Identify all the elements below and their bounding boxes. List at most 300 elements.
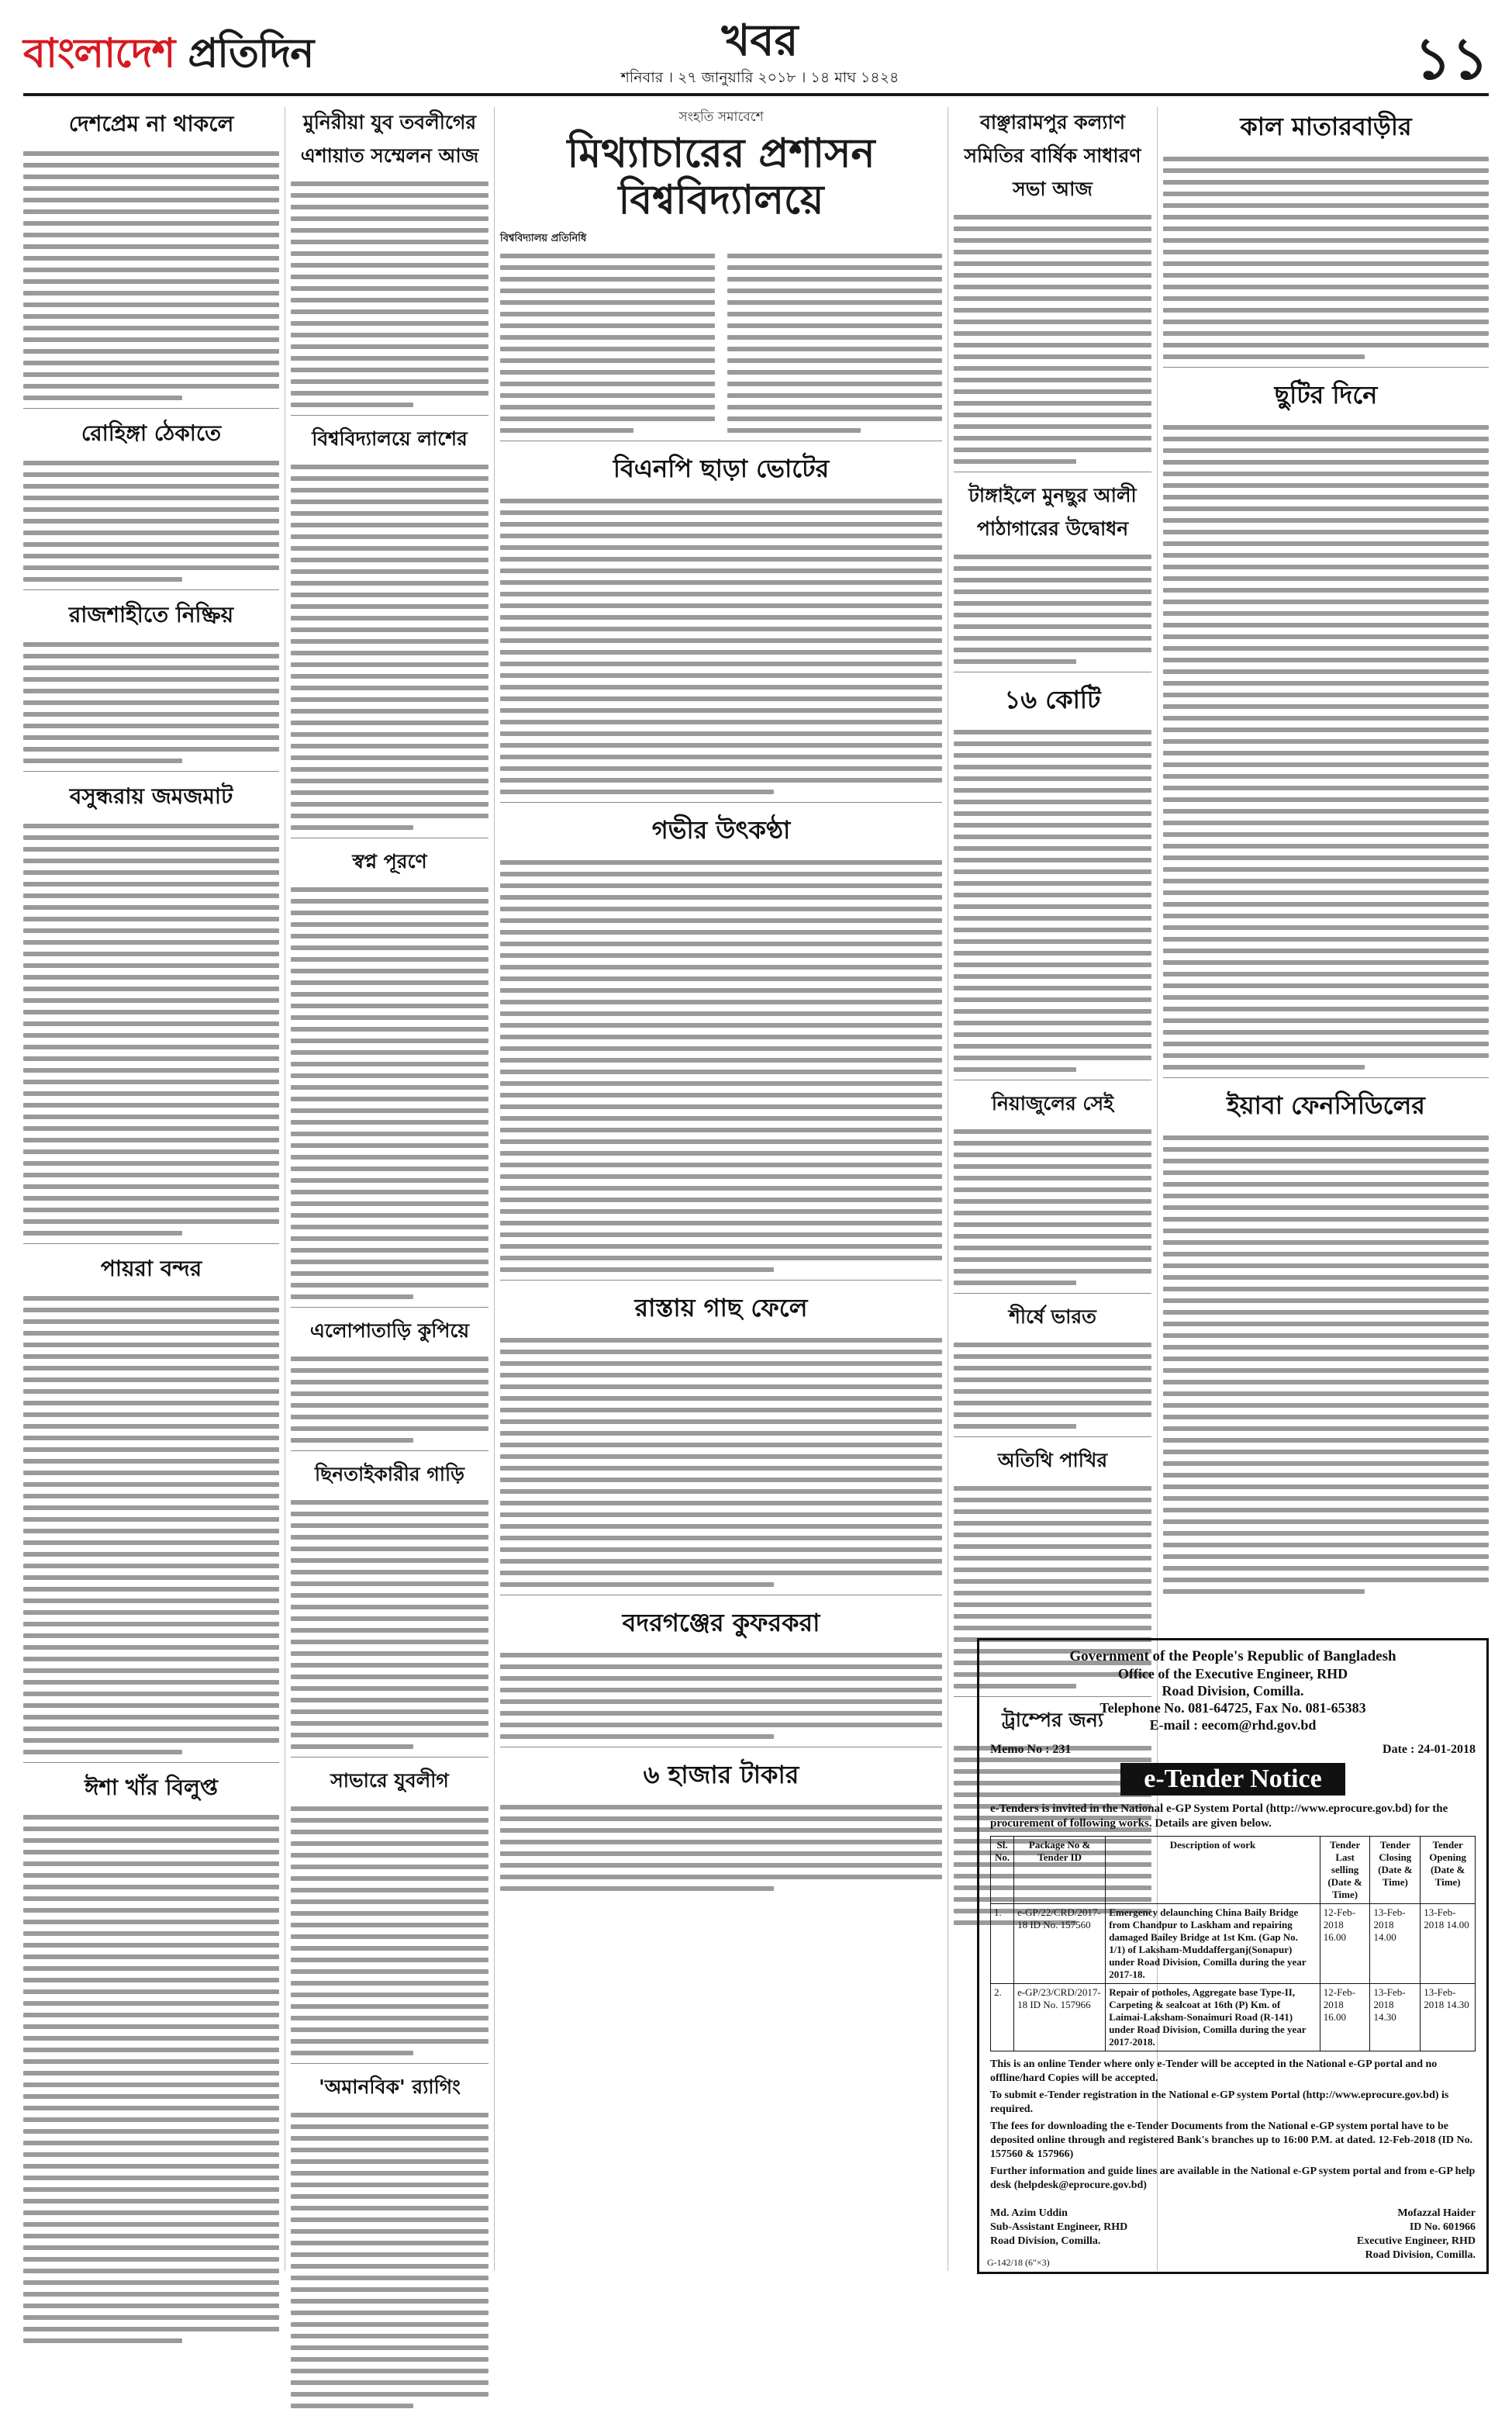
text-line (500, 592, 942, 596)
text-line (23, 2315, 279, 2320)
article-body (500, 857, 942, 1272)
news-article (500, 1603, 942, 1739)
text-line (23, 665, 279, 670)
text-line (23, 1540, 279, 1545)
text-line (23, 940, 279, 945)
text-line (954, 1067, 1076, 1072)
text-line (500, 1851, 942, 1856)
text-line (291, 581, 488, 586)
text-line (1163, 425, 1489, 430)
news-article (1163, 107, 1489, 359)
text-line (500, 1454, 942, 1459)
text-line (500, 942, 942, 946)
text-line (23, 2071, 279, 2076)
text-line (291, 1225, 488, 1229)
text-line (1163, 634, 1489, 639)
text-line (500, 1443, 942, 1447)
text-line (500, 1886, 774, 1891)
text-line (23, 326, 279, 330)
text-line (23, 1885, 279, 1889)
text-line (1163, 483, 1489, 488)
text-line (500, 662, 942, 666)
text-line (954, 613, 1151, 617)
text-line (954, 1602, 1151, 1607)
text-line (1163, 1415, 1489, 1419)
text-line (1163, 983, 1489, 988)
text-line (954, 881, 1151, 886)
text-line (291, 1426, 488, 1431)
text-line (291, 2241, 488, 2245)
text-line (23, 1056, 279, 1061)
text-line (954, 1021, 1151, 1025)
text-line (1163, 646, 1489, 651)
text-line (23, 1010, 279, 1014)
text-line (23, 747, 279, 752)
text-line (954, 788, 1151, 793)
text-line (23, 1529, 279, 1533)
text-line (1163, 1263, 1489, 1268)
text-line (23, 2164, 279, 2169)
news-article (23, 416, 279, 582)
tender-note: The fees for downloading the e-Tender Documents from the National e-GP system portal have to be deposited online through and registered Bank's branches up to 16:00 P.M. at dated. 12-Feb-2018 (ID No. 157560 & 157966) (990, 2120, 1473, 2160)
table-header: Description of work (1106, 1837, 1320, 1904)
text-line (954, 1056, 1151, 1060)
text-line (500, 1711, 942, 1716)
text-line (23, 1126, 279, 1131)
text-line (291, 1558, 488, 1563)
text-line (23, 2210, 279, 2215)
text-line (23, 1552, 279, 1557)
text-line (291, 1039, 488, 1043)
text-line (291, 755, 488, 760)
text-line (954, 331, 1151, 336)
text-line (500, 1875, 942, 1879)
text-line (500, 1828, 942, 1833)
text-line (23, 1045, 279, 1049)
text-line (291, 403, 413, 407)
text-line (500, 1723, 942, 1727)
text-line (23, 233, 279, 237)
text-line (954, 928, 1151, 932)
text-line (500, 1489, 942, 1494)
text-line (291, 1085, 488, 1090)
text-line (1163, 1485, 1489, 1489)
article-headline: দেশপ্রেম না থাকলে (68, 111, 234, 137)
text-line (23, 163, 279, 168)
text-line (1163, 1426, 1489, 1431)
text-line (500, 1408, 942, 1412)
text-line (23, 1680, 279, 1685)
text-line (500, 1559, 942, 1564)
text-line (1163, 541, 1489, 546)
text-line (500, 731, 942, 736)
text-line (291, 604, 488, 609)
text-line (291, 2299, 488, 2304)
text-line (500, 720, 942, 724)
text-line (500, 499, 942, 503)
text-line (727, 300, 942, 305)
text-line (23, 1564, 279, 1568)
text-line (954, 974, 1151, 979)
text-line (727, 393, 942, 398)
text-line (23, 859, 279, 863)
text-line (1163, 553, 1489, 558)
text-line (1163, 261, 1489, 266)
text-line (291, 767, 488, 772)
text-line (1163, 354, 1365, 359)
text-line (291, 593, 488, 597)
text-line (291, 814, 488, 818)
text-line (291, 1143, 488, 1148)
text-line (291, 1294, 413, 1299)
text-line (23, 337, 279, 342)
text-line (23, 1610, 279, 1615)
text-line (500, 638, 942, 643)
text-line (291, 1605, 488, 1609)
text-line (23, 963, 279, 968)
news-article (291, 1315, 488, 1443)
lead-kicker: সংহতি সমাবেশে (678, 109, 764, 125)
text-line (291, 2322, 488, 2327)
text-line (23, 1494, 279, 1498)
text-line (954, 963, 1151, 967)
text-line (954, 986, 1151, 990)
text-line (23, 1482, 279, 1487)
text-line (954, 1257, 1151, 1262)
article-headline: ইয়াবা ফেনসিডিলের (1227, 1090, 1425, 1120)
text-line (291, 356, 488, 361)
text-line (23, 2304, 279, 2308)
article-body (23, 1293, 279, 1754)
text-line (23, 1231, 182, 1236)
text-line (954, 566, 1151, 571)
text-line (500, 1384, 942, 1389)
text-line (1163, 331, 1489, 336)
text-line (954, 1199, 1151, 1204)
text-line (1163, 296, 1489, 301)
news-article (291, 1765, 488, 2055)
text-line (1163, 1531, 1489, 1536)
text-line (954, 916, 1151, 921)
text-line (291, 2039, 488, 2044)
text-line (23, 198, 279, 202)
article-headline: বসুন্ধরায় জমজমাট (69, 783, 233, 809)
text-line (23, 1080, 279, 1084)
text-line (23, 928, 279, 933)
text-line (23, 2141, 279, 2145)
text-line (23, 2338, 182, 2343)
table-row (991, 1984, 1476, 2051)
article-headline: পায়রা বন্দর (100, 1256, 202, 1281)
news-article (954, 680, 1151, 1072)
text-line (291, 569, 488, 574)
logo-black-text: প্রতিদিন (174, 30, 314, 77)
article-body (23, 458, 279, 582)
text-line (1163, 308, 1489, 313)
text-line (500, 1396, 942, 1401)
text-line (291, 1709, 488, 1714)
text-line (291, 1097, 488, 1101)
text-line (23, 1296, 279, 1301)
text-line (23, 1850, 279, 1854)
text-line (954, 659, 1076, 664)
text-line (954, 811, 1151, 816)
text-line (500, 522, 942, 527)
text-line (23, 209, 279, 214)
text-line (291, 1993, 488, 1997)
article-headline: এলোপাতাড়ি কুপিয়ে (309, 1319, 470, 1342)
text-line (954, 1579, 1151, 1584)
text-line (23, 917, 279, 921)
text-line (954, 250, 1151, 254)
text-line (500, 405, 715, 410)
text-line (23, 2013, 279, 2017)
newspaper-page (23, 16, 1489, 2276)
text-line (291, 2217, 488, 2222)
news-article (500, 1755, 942, 1891)
text-line (954, 1281, 1076, 1285)
text-line (291, 251, 488, 256)
text-line (500, 1035, 942, 1039)
text-line (1163, 1578, 1489, 1582)
text-line (291, 1108, 488, 1113)
text-line (291, 216, 488, 221)
text-line (1163, 1461, 1489, 1466)
text-line (500, 1151, 942, 1156)
column-divider (494, 107, 495, 2271)
text-line (291, 627, 488, 632)
text-line (291, 899, 488, 904)
signature-line: Md. Azim Uddin (990, 2207, 1068, 2219)
text-line (291, 1260, 488, 1264)
text-line (291, 980, 488, 985)
text-line (954, 939, 1151, 944)
column-2 (291, 107, 488, 2416)
text-line (500, 930, 942, 935)
text-line (1163, 506, 1489, 511)
text-line (291, 1581, 488, 1586)
text-line (23, 349, 279, 354)
text-line (500, 534, 942, 538)
text-line (291, 2369, 488, 2373)
text-line (291, 2229, 488, 2234)
text-line (23, 1726, 279, 1731)
text-line (954, 1556, 1151, 1561)
text-line (500, 603, 942, 608)
text-line (1163, 1589, 1365, 1594)
article-body (291, 2110, 488, 2408)
article-headline: বিএনপি ছাড়া ভোটের (613, 454, 830, 483)
text-line (1163, 832, 1489, 837)
text-line (954, 1211, 1151, 1215)
text-line (23, 724, 279, 728)
text-line (23, 1219, 279, 1224)
article-body (23, 821, 279, 1236)
text-line (1163, 588, 1489, 593)
text-line (291, 992, 488, 997)
column-3 (500, 107, 942, 1899)
text-line (291, 2136, 488, 2141)
text-line (23, 2199, 279, 2203)
text-line (291, 1830, 488, 1834)
text-line (500, 370, 715, 375)
text-line (23, 712, 279, 717)
text-line (954, 1032, 1151, 1037)
page-number: ১১ (1414, 26, 1489, 92)
text-line (291, 558, 488, 562)
text-line (23, 268, 279, 272)
text-line (500, 1816, 942, 1821)
text-line (23, 2024, 279, 2029)
text-line (500, 953, 942, 958)
text-line (500, 907, 942, 911)
text-line (954, 753, 1151, 758)
text-line (954, 354, 1151, 359)
text-line (291, 2004, 488, 2009)
text-line (23, 2176, 279, 2180)
text-line (23, 1447, 279, 1452)
text-line (500, 1174, 942, 1179)
text-line (23, 1115, 279, 1119)
text-line (500, 1058, 942, 1063)
article-headline: গভীর উৎকণ্ঠা (651, 815, 791, 845)
text-line (1163, 728, 1489, 732)
text-line (23, 1599, 279, 1603)
article-headline: 'অমানবিক' র‍্যাগিং (319, 2076, 461, 2098)
text-line (1163, 1368, 1489, 1373)
article-body (291, 1803, 488, 2055)
article-body (954, 551, 1151, 664)
text-line (1163, 1450, 1489, 1454)
text-line (1163, 285, 1489, 289)
text-line (1163, 472, 1489, 476)
article-headline: কাল মাতারবাড়ীর (1240, 112, 1412, 141)
article-body (1163, 154, 1489, 359)
text-line (291, 2016, 488, 2020)
text-line (727, 289, 942, 293)
text-line (291, 2380, 488, 2385)
text-line (23, 1873, 279, 1878)
text-line (500, 580, 942, 585)
text-line (500, 1070, 942, 1074)
text-line (500, 1512, 942, 1517)
text-line (500, 1571, 942, 1575)
text-line (954, 1354, 1151, 1359)
text-line (1163, 762, 1489, 767)
text-line (291, 1213, 488, 1218)
text-line (1163, 1135, 1489, 1140)
text-line (954, 389, 1151, 394)
text-line (291, 499, 488, 504)
text-line (23, 2234, 279, 2238)
text-line (291, 2345, 488, 2350)
text-line (1163, 1018, 1489, 1023)
text-line (23, 1966, 279, 1971)
text-line (954, 1377, 1151, 1382)
tender-title: e-Tender Notice (1120, 1763, 1345, 1796)
table-cell: 12-Feb-2018 16.00 (1320, 1984, 1370, 2051)
text-line (23, 735, 279, 740)
text-line (1163, 1298, 1489, 1303)
text-line (291, 639, 488, 644)
text-line (500, 650, 942, 655)
text-line (500, 1350, 942, 1354)
text-line (291, 662, 488, 667)
text-line (954, 636, 1151, 641)
text-line (1163, 530, 1489, 534)
text-line (727, 358, 942, 363)
text-line (954, 1269, 1151, 1274)
text-line (291, 2357, 488, 2362)
text-line (500, 1081, 942, 1086)
text-line (954, 1412, 1151, 1417)
text-line (291, 1062, 488, 1066)
text-line (23, 700, 279, 705)
text-line (23, 175, 279, 179)
text-line (23, 1331, 279, 1336)
text-line (1163, 576, 1489, 581)
text-line (500, 1221, 942, 1225)
text-line (1163, 226, 1489, 231)
text-line (954, 285, 1151, 289)
text-line (1163, 1333, 1489, 1338)
text-line (23, 987, 279, 991)
text-line (23, 186, 279, 191)
text-line (23, 1978, 279, 1982)
text-line (727, 416, 942, 421)
text-line (291, 1547, 488, 1551)
text-line (500, 335, 715, 340)
text-line (291, 922, 488, 927)
text-line (291, 523, 488, 527)
text-line (23, 1838, 279, 1843)
text-line (954, 424, 1151, 429)
text-line (954, 1486, 1151, 1491)
text-line (23, 1021, 279, 1026)
text-line (500, 545, 942, 550)
article-body (1163, 422, 1489, 1070)
text-line (954, 366, 1151, 371)
table-cell: 2. (991, 1984, 1014, 2051)
text-line (500, 1524, 942, 1529)
text-line (23, 2257, 279, 2262)
text-line (954, 1176, 1151, 1180)
text-line (1163, 821, 1489, 825)
text-line (954, 1498, 1151, 1502)
text-line (23, 396, 182, 400)
text-line (500, 1419, 942, 1424)
text-line (954, 730, 1151, 734)
text-line (291, 2171, 488, 2176)
text-line (1163, 1205, 1489, 1210)
text-line (23, 1920, 279, 1924)
text-line (291, 2252, 488, 2257)
text-line (954, 1246, 1151, 1250)
text-line (23, 1517, 279, 1522)
text-line (23, 484, 279, 489)
text-line (23, 1149, 279, 1154)
text-line (500, 300, 715, 305)
text-line (23, 1161, 279, 1166)
text-line (1163, 495, 1489, 499)
text-line (23, 496, 279, 500)
signature-line: Road Division, Comilla. (1365, 2249, 1476, 2261)
dateline: শনিবার । ২৭ জানুয়ারি ২০১৮ । ১৪ মাঘ ১৪২৪ (620, 69, 899, 86)
text-line (954, 273, 1151, 278)
text-line (23, 2129, 279, 2134)
article-body (291, 178, 488, 407)
text-line (500, 557, 942, 562)
